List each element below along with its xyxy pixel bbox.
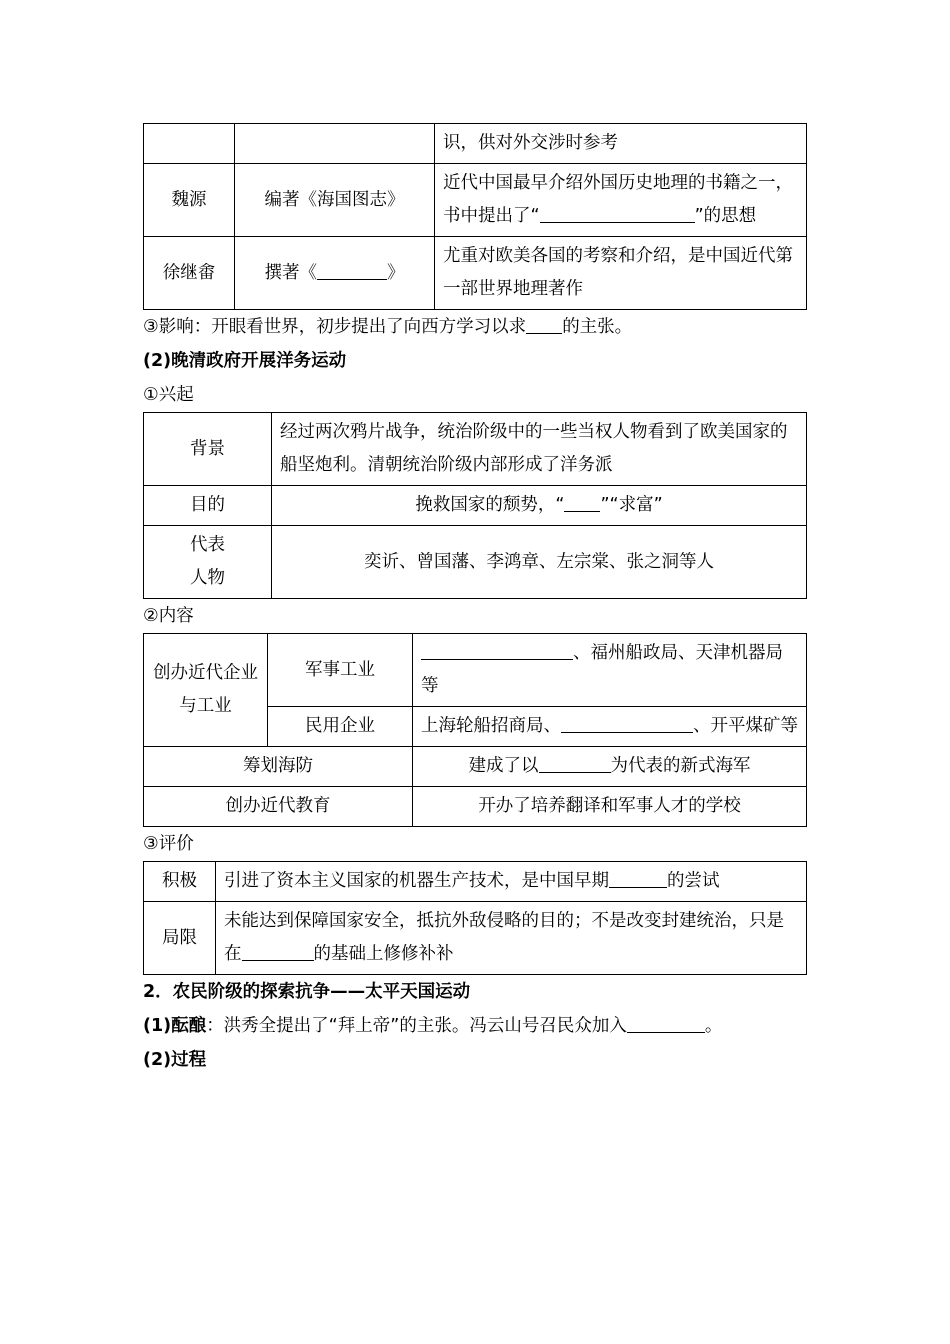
work-cell: 撰著《 》 bbox=[235, 237, 435, 310]
representatives-label: 代表 人物 bbox=[144, 526, 272, 599]
education-text: 开办了培养翻译和军事人才的学校 bbox=[413, 787, 807, 827]
content-heading: ②内容 bbox=[143, 606, 194, 626]
table-row bbox=[144, 526, 807, 599]
person-cell: 徐继畬 bbox=[144, 237, 235, 310]
fill-blank bbox=[561, 714, 693, 733]
civil-text: 上海轮船招商局、 、开平煤矿等 bbox=[413, 707, 807, 747]
brewing-line: (1)酝酿：洪秀全提出了“拜上帝”的主张。冯云山号召民众加入 。 bbox=[143, 1009, 807, 1043]
fill-blank bbox=[540, 204, 695, 223]
fill-blank bbox=[317, 260, 387, 279]
person-cell bbox=[144, 124, 235, 164]
positive-text: 引进了资本主义国家的机器生产技术，是中国早期 的尝试 bbox=[216, 862, 807, 902]
table-row bbox=[144, 862, 807, 902]
table-row bbox=[144, 634, 807, 707]
description-cell: 尤重对欧美各国的考察和介绍，是中国近代第一部世界地理著作 bbox=[435, 237, 807, 310]
goal-label: 目的 bbox=[144, 486, 272, 526]
table-row bbox=[144, 486, 807, 526]
navy-label: 筹划海防 bbox=[144, 747, 413, 787]
fill-blank bbox=[242, 942, 314, 961]
rise-table bbox=[143, 412, 807, 599]
navy-text: 建成了以 为代表的新式海军 bbox=[413, 747, 807, 787]
fill-blank bbox=[421, 641, 573, 660]
process-heading: (2)过程 bbox=[143, 1050, 207, 1070]
table-row bbox=[144, 747, 807, 787]
military-label: 军事工业 bbox=[268, 634, 413, 707]
evaluation-heading: ③评价 bbox=[143, 834, 194, 854]
representatives-text: 奕䜣、曾国藩、李鸿章、左宗棠、张之洞等人 bbox=[272, 526, 807, 599]
description-cell: 近代中国最早介绍外国历史地理的书籍之一，书中提出了“ ”的思想 bbox=[435, 164, 807, 237]
military-text: 、福州船政局、天津机器局等 bbox=[413, 634, 807, 707]
influence-line: ③影响：开眼看世界，初步提出了向西方学习以求 的主张。 bbox=[143, 310, 807, 344]
table-row bbox=[144, 237, 807, 310]
table-row bbox=[144, 124, 807, 164]
education-label: 创办近代教育 bbox=[144, 787, 413, 827]
background-label: 背景 bbox=[144, 413, 272, 486]
geography-works-table bbox=[143, 123, 807, 310]
section-title: 2．农民阶级的探索抗争——太平天国运动 bbox=[143, 982, 471, 1002]
table-row bbox=[144, 413, 807, 486]
document-page bbox=[143, 123, 807, 1077]
fill-blank bbox=[564, 493, 600, 512]
table-row bbox=[144, 902, 807, 975]
background-text: 经过两次鸦片战争，统治阶级中的一些当权人物看到了欧美国家的船坚炮利。清朝统治阶级内部形成了洋务派 bbox=[272, 413, 807, 486]
limitation-text: 未能达到保障国家安全，抵抗外敌侵略的目的；不是改变封建统治，只是在 的基础上修修补补 bbox=[216, 902, 807, 975]
content-table bbox=[143, 633, 807, 827]
rise-heading: ①兴起 bbox=[143, 385, 194, 405]
enterprise-label: 创办近代企业与工业 bbox=[144, 634, 268, 747]
positive-label: 积极 bbox=[144, 862, 216, 902]
civil-label: 民用企业 bbox=[268, 707, 413, 747]
description-cell: 识，供对外交涉时参考 bbox=[435, 124, 807, 164]
fill-blank bbox=[609, 869, 667, 888]
person-cell: 魏源 bbox=[144, 164, 235, 237]
goal-text: 挽救国家的颓势，“ ”“求富” bbox=[272, 486, 807, 526]
table-row bbox=[144, 787, 807, 827]
evaluation-table bbox=[143, 861, 807, 975]
table-row bbox=[144, 164, 807, 237]
work-cell bbox=[235, 124, 435, 164]
fill-blank bbox=[539, 754, 611, 773]
fill-blank bbox=[526, 315, 562, 334]
section-heading: (2)晚清政府开展洋务运动 bbox=[143, 351, 347, 371]
fill-blank bbox=[627, 1014, 705, 1033]
limitation-label: 局限 bbox=[144, 902, 216, 975]
work-cell: 编著《海国图志》 bbox=[235, 164, 435, 237]
